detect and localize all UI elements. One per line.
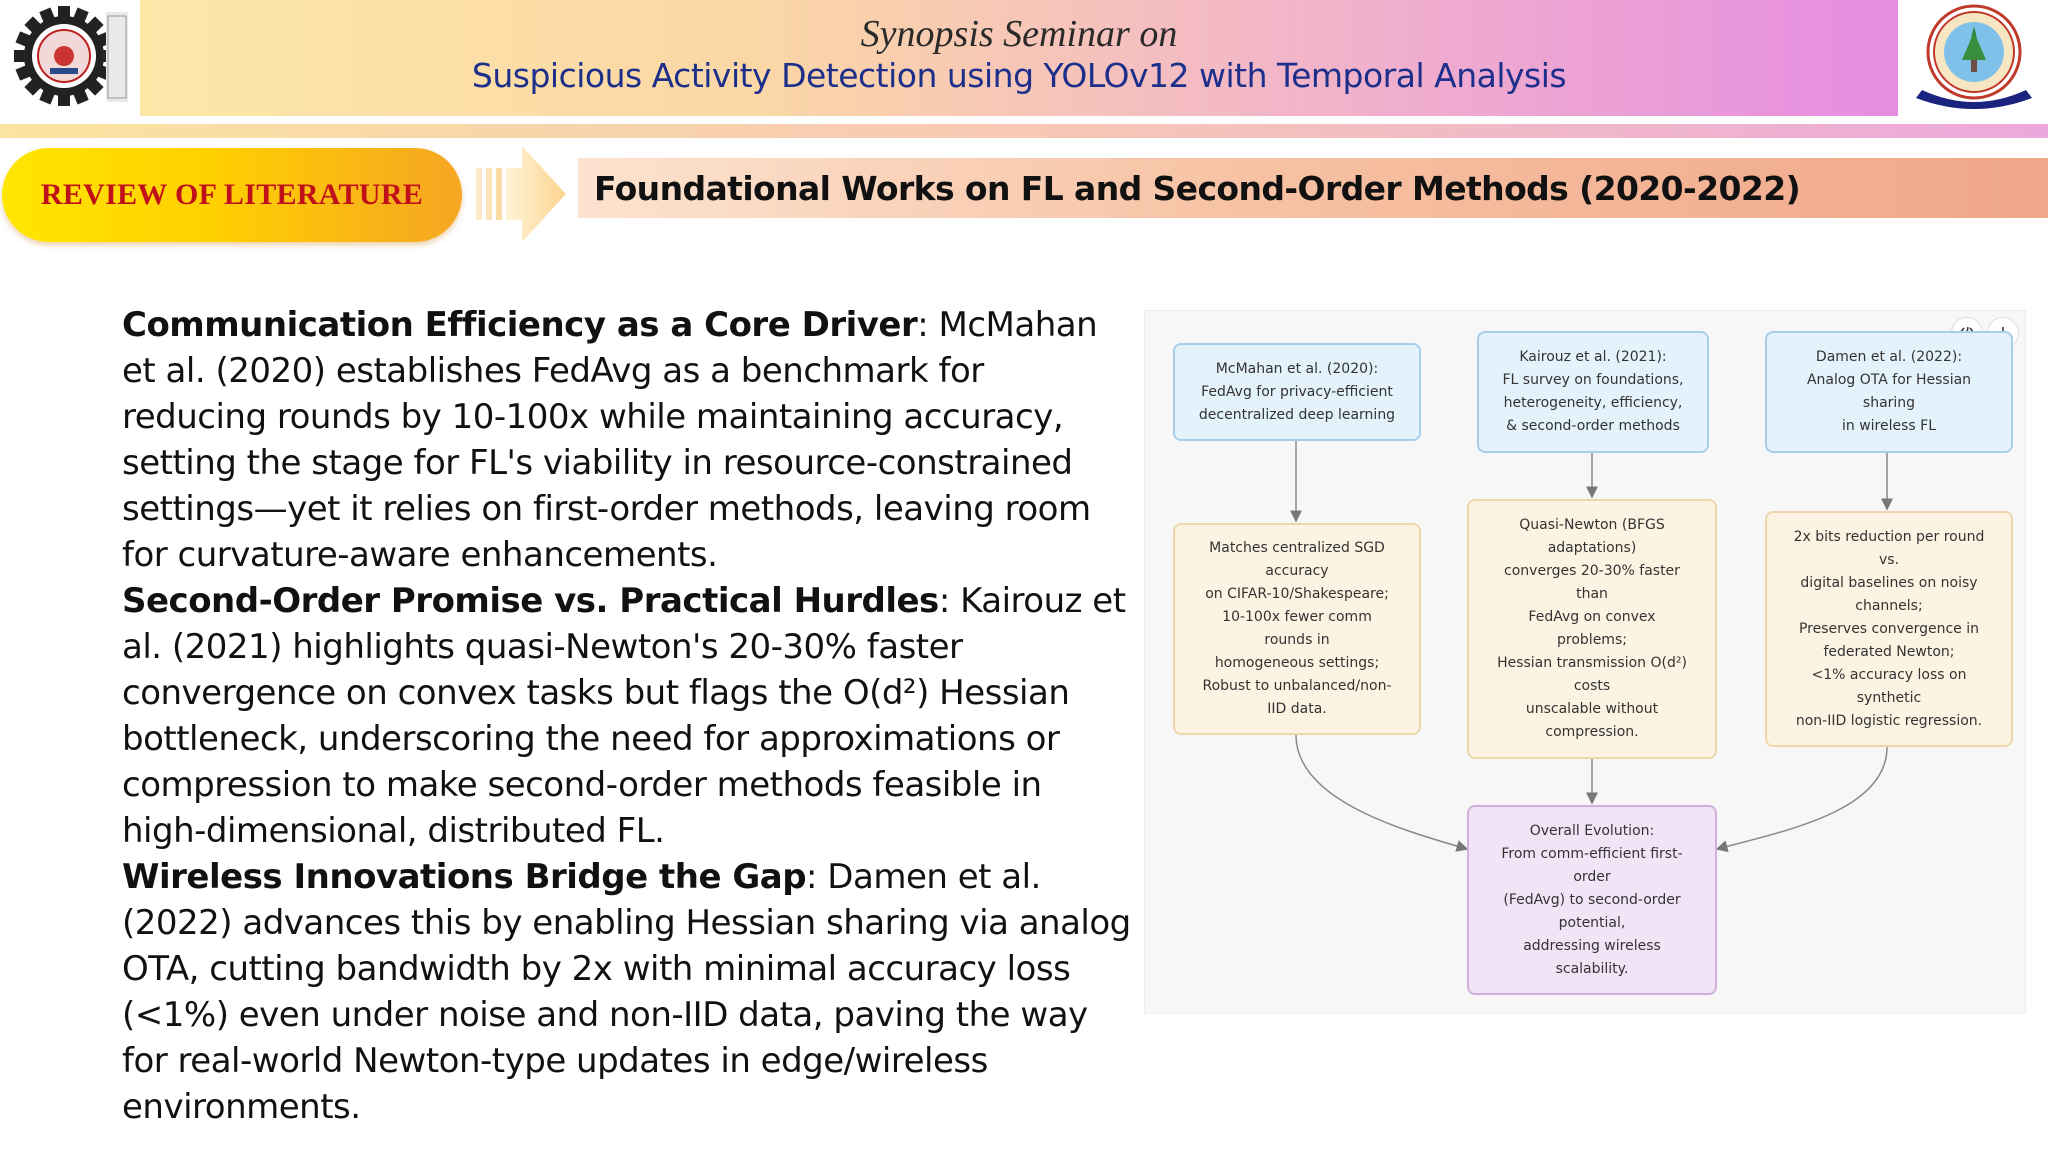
- node-overall-evolution: Overall Evolution: From comm-efficient first- order (FedAvg) to second-order potential, addressing wireless scalability.: [1467, 805, 1717, 995]
- institute-logo-left: [2, 2, 136, 114]
- slide-title: Foundational Works on FL and Second-Order Methods (2020-2022): [594, 168, 1801, 208]
- paragraph-heading: Second-Order Promise vs. Practical Hurdles: [122, 581, 939, 621]
- paragraph-wireless-innovations: [122, 854, 1132, 1130]
- node-mcmahan-result: Matches centralized SGD accuracy on CIFAR-10/Shakespeare; 10-100x fewer comm rounds in homogeneous settings; Robust to unbalanced/non- IID data.: [1173, 523, 1421, 735]
- section-label-pill: [2, 148, 462, 242]
- paragraph-body: : McMahan et al. (2020) establishes FedAvg as a benchmark for reducing rounds by 10-100x while maintaining accuracy, setting the stage for FL's viability in resource-constrained settings—yet it relies on first-order methods, leaving room for curvature-aware enhancements.: [122, 305, 1098, 575]
- chevron-arrow-icon: [472, 144, 568, 244]
- paragraph-second-order: [122, 578, 1132, 854]
- header-banner: [140, 0, 1898, 116]
- literature-review-text: [122, 302, 1132, 1130]
- node-damen-result: 2x bits reduction per round vs. digital baselines on noisy channels; Preserves convergence in federated Newton; <1% accuracy loss on synthetic non-IID logistic regression.: [1765, 511, 2013, 747]
- section-label: REVIEW OF LITERATURE: [40, 178, 424, 211]
- literature-flow-diagram: [1144, 310, 2026, 1014]
- node-damen-2022: Damen et al. (2022): Analog OTA for Hessian sharing in wireless FL: [1765, 331, 2013, 453]
- node-kairouz-result: Quasi-Newton (BFGS adaptations) converges 20-30% faster than FedAvg on convex problems; Hessian transmission O(d²) costs unscalable without compression.: [1467, 499, 1717, 759]
- node-kairouz-2021: Kairouz et al. (2021): FL survey on foundations, heterogeneity, efficiency, & second-order methods: [1477, 331, 1709, 453]
- paragraph-body: : Damen et al. (2022) advances this by enabling Hessian sharing via analog OTA, cutting bandwidth by 2x with minimal accuracy loss (<1%) even under noise and non-IID data, paving the way for real-world Newton-type updates in edge/wireless environments.: [122, 857, 1131, 1127]
- paragraph-heading: Wireless Innovations Bridge the Gap: [122, 857, 807, 897]
- paragraph-heading: Communication Efficiency as a Core Driver: [122, 305, 918, 345]
- node-mcmahan-2020: McMahan et al. (2020): FedAvg for privacy-efficient decentralized deep learning: [1173, 343, 1421, 441]
- header-divider: [0, 124, 2048, 138]
- project-title: Suspicious Activity Detection using YOLOv12 with Temporal Analysis: [471, 56, 1567, 95]
- paragraph-body: : Kairouz et al. (2021) highlights quasi-Newton's 20-30% faster convergence on convex tasks but flags the O(d²) Hessian bottleneck, underscoring the need for approximations or compression to make second-order methods feasible in high-dimensional, distributed FL.: [122, 581, 1126, 851]
- paragraph-communication-efficiency: [122, 302, 1132, 578]
- institute-logo-right: [1908, 2, 2048, 114]
- seminar-title: Synopsis Seminar on: [860, 13, 1178, 55]
- slide-title-bar: [578, 158, 2048, 218]
